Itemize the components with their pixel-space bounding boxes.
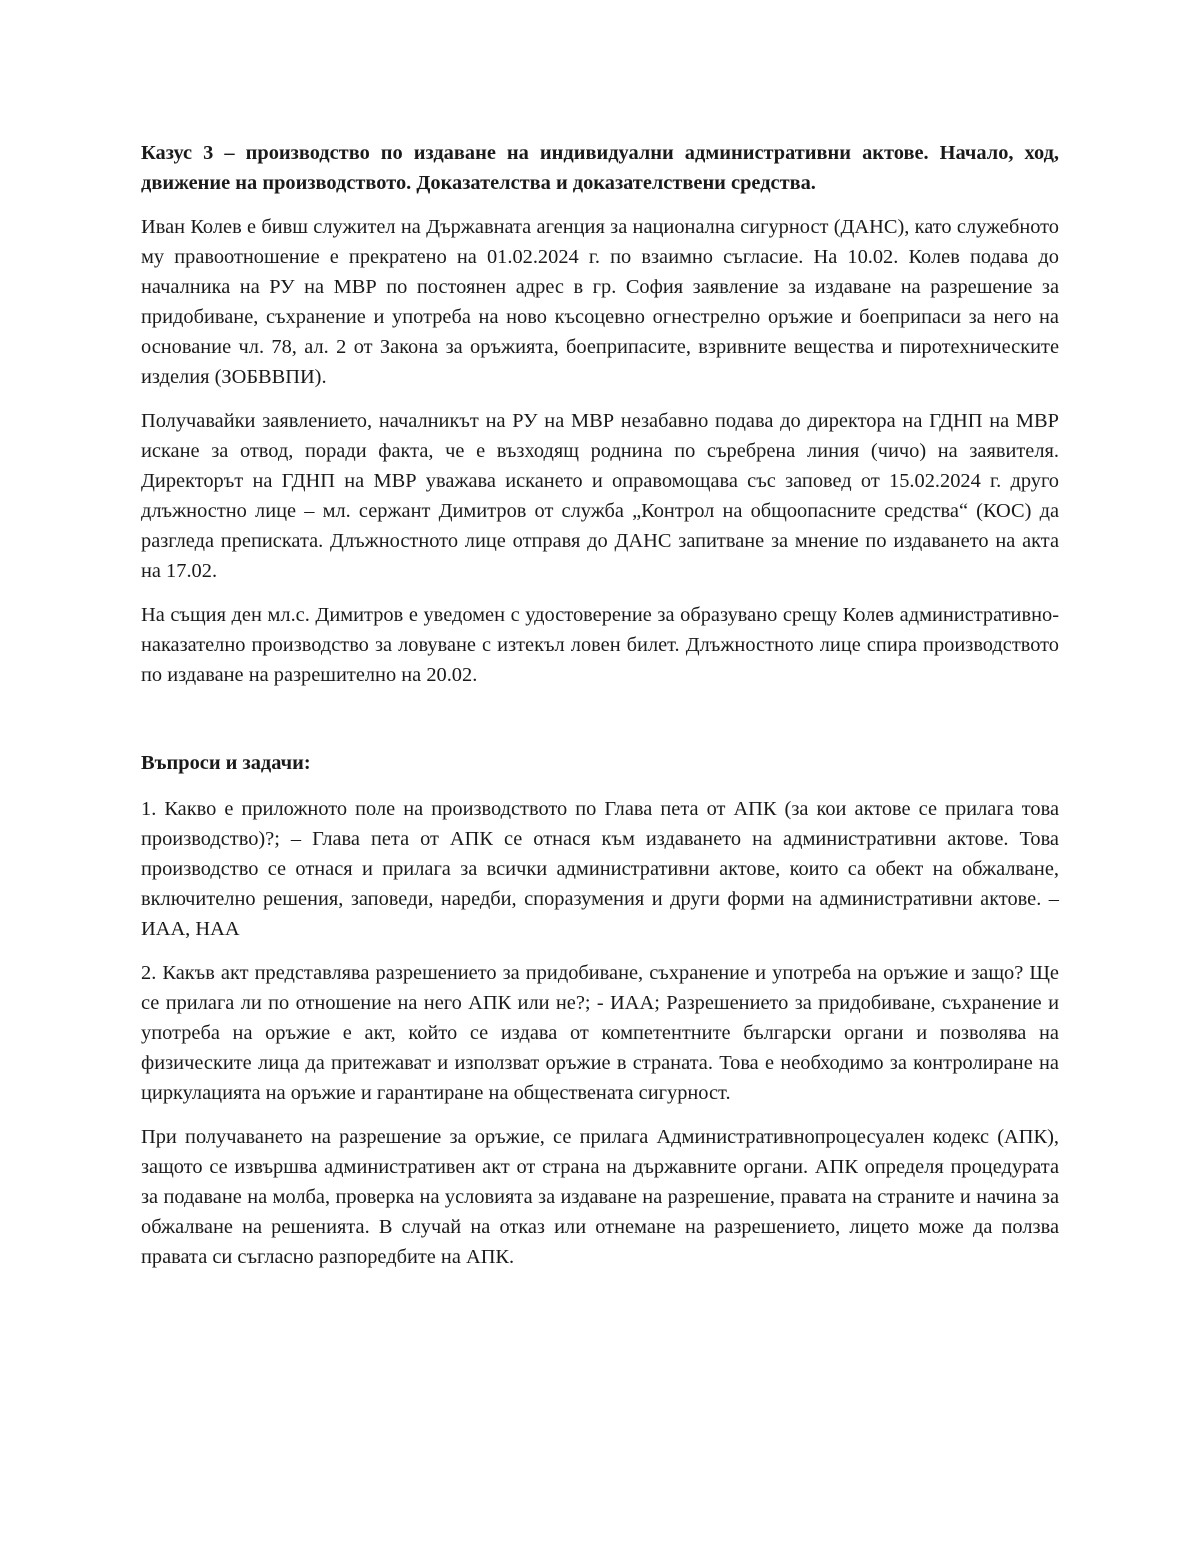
question-2-continuation: При получаването на разрешение за оръжие, се прилага Административнопроцесуален кодекс (АПК), защото се извършва административен акт от страна на държавните органи. АПК определя процедурата за подаване на молба, проверка на условията за издаване на разрешение, правата на страните и начина за обжалване на решенията. В случай на отказ или отнемане на разрешението, лицето може да ползва правата си съгласно разпоредбите на АПК. (141, 1126, 1059, 1268)
question-2: 2. Какъв акт представлява разрешението за придобиване, съхранение и употреба на оръжие и защо? Ще се прилага ли по отношение на него АПК или не?; - ИАА; Разрешението за придобиване, съхранение и употреба на оръжие е акт, който се издава от компетентните български органи и позволява на физическите лица да притежават и използват оръжие в страната. Това е необходимо за контролиране на циркулацията на оръжие и гарантиране на обществената сигурност. (141, 962, 1059, 1104)
document-page (141, 138, 1059, 1286)
case-paragraph-3: На същия ден мл.с. Димитров е уведомен с удостоверение за образувано срещу Колев административно-наказателно производство за ловуване с изтекъл ловен билет. Длъжностното лице спира производството по издаване на разрешително на 20.02. (141, 604, 1059, 686)
question-1: 1. Какво е приложното поле на производството по Глава пета от АПК (за кои актове се прилага това производство)?; – Глава пета от АПК се отнася към издаването на административни актове. Това производство се отнася и прилага за всички административни актове, които са обект на обжалване, включително решения, заповеди, наредби, споразумения и други форми на административни актове. – ИАА, НАА (141, 798, 1059, 940)
case-paragraph-2: Получавайки заявлението, началникът на РУ на МВР незабавно подава до директора на ГДНП на МВР искане за отвод, поради факта, че е възходящ роднина по съребрена линия (чичо) на заявителя. Директорът на ГДНП на МВР уважава искането и оправомощава със заповед от 15.02.2024 г. друго длъжностно лице – мл. сержант Димитров от служба „Контрол на общоопасните средства“ (КОС) да разгледа преписката. Длъжностното лице отправя до ДАНС запитване за мнение по издаването на акта на 17.02. (141, 410, 1059, 582)
questions-heading: Въпроси и задачи: (141, 752, 311, 774)
document-title: Казус 3 – производство по издаване на индивидуални административни актове. Начало, ход, движение на производството. Доказателства и доказателствени средства. (141, 142, 1059, 194)
case-paragraph-1: Иван Колев е бивш служител на Държавната агенция за национална сигурност (ДАНС), като служебното му правоотношение е прекратено на 01.02.2024 г. по взаимно съгласие. На 10.02. Колев подава до началника на РУ на МВР по постоянен адрес в гр. София заявление за издаване на разрешение за придобиване, съхранение и употреба на ново късоцевно огнестрелно оръжие и боеприпаси за него на основание чл. 78, ал. 2 от Закона за оръжията, боеприпасите, взривните вещества и пиротехническите изделия (ЗОБВВПИ). (141, 216, 1059, 388)
